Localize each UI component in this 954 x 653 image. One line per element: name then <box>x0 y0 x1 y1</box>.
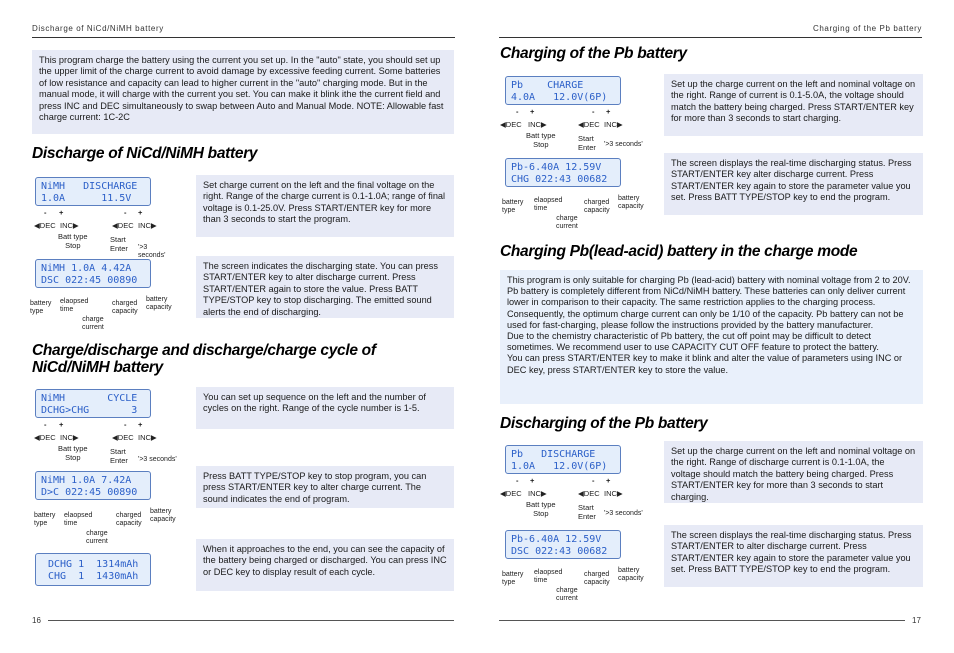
inc-key[interactable]: INC▶ <box>138 221 157 230</box>
legend-word: capacity <box>146 304 172 311</box>
legend-word: current <box>556 223 578 230</box>
legend-word: time <box>534 205 548 212</box>
legend-word: battery <box>34 512 56 519</box>
paragraph: This program is only suitable for charging Pb (lead-acid) battery with nominal voltage from 2 to 20V. Pb battery is completely different from NiCd/NiMH battery. These batteries can only deliver current lower in comparison to their capacity. The same restriction applies to the charging process. Consequently, the optimum charge current can only be 1/10 of the capacity. Pb battery can not be used for fast-charging, please follow the instructions provided by the battery manufacturer. <box>507 275 911 330</box>
page-number-right: 17 <box>912 616 921 625</box>
minus-key-label: - <box>124 208 127 217</box>
plus-key-label: + <box>530 107 535 116</box>
legend-word: elaopsed <box>60 298 89 305</box>
lcd-line: Pb CHARGE <box>511 80 584 91</box>
dec-label: DEC <box>583 489 600 498</box>
lcd-screen <box>35 389 151 418</box>
legend-word: charge <box>86 530 108 537</box>
start-label: Start <box>578 134 594 143</box>
dec-key[interactable]: ◀DEC <box>500 489 522 498</box>
legend-word: capacity <box>584 579 610 586</box>
lcd-line: 4.0A 12.0V(6P) <box>511 92 608 103</box>
batt-type-label: Batt type <box>526 500 556 509</box>
minus-key-label: - <box>592 107 595 116</box>
legend-charge-current <box>556 587 578 603</box>
plus-key-label: + <box>138 420 143 429</box>
enter-label: Enter <box>578 142 596 152</box>
inc-key[interactable]: INC▶ <box>60 433 79 442</box>
lcd-line: NiMH 1.0A 7.42A <box>41 475 132 486</box>
minus-key-label: - <box>516 476 519 485</box>
plus-key-label: + <box>59 420 64 429</box>
section-title-discharge-nimh: Discharge of NiCd/NiMH battery <box>32 145 258 162</box>
enter-label: Enter <box>578 511 596 521</box>
lcd-screen <box>35 553 151 586</box>
legend-word: charged <box>116 512 142 519</box>
button-legend <box>500 107 660 153</box>
legend-elapsed-time <box>534 197 562 213</box>
dec-label: DEC <box>505 489 522 498</box>
legend-battery-capacity <box>618 567 644 583</box>
legend-elapsed-time <box>64 512 92 528</box>
start-enter-key[interactable] <box>578 135 596 152</box>
dec-key[interactable]: ◀DEC <box>112 221 134 230</box>
stop-label: Stop <box>65 240 81 250</box>
legend-word: battery <box>502 199 524 206</box>
legend-word: capacity <box>584 207 610 214</box>
lcd-line: DCHG 1 1314mAh <box>48 559 139 570</box>
lcd-screen <box>505 76 621 105</box>
legend-battery-type <box>502 571 523 587</box>
status-legend <box>502 563 652 605</box>
legend-word: capacity <box>150 516 176 523</box>
page-header-right: Charging of the Pb battery <box>813 24 922 33</box>
header-rule-right <box>499 37 922 38</box>
legend-word: capacity <box>112 308 138 315</box>
button-legend <box>500 476 660 522</box>
inc-label: INC <box>138 433 151 442</box>
batt-type-stop-key[interactable] <box>58 233 88 250</box>
hold-note: '>3 seconds' <box>138 456 177 463</box>
dec-label: DEC <box>117 433 134 442</box>
lcd-line: 1.0A 11.5V <box>41 193 132 204</box>
legend-word: current <box>82 324 104 331</box>
start-label: Start <box>578 503 594 512</box>
inc-label: INC <box>138 221 151 230</box>
dec-key[interactable]: ◀DEC <box>578 120 600 129</box>
inc-label: INC <box>528 120 541 129</box>
intro-text: This program charge the battery using the current you set up. In the "auto" state, you should set up the upper limit of the charge current to avoid damage by excessive feeding current. Some batteries of low resistance and capacity can lead to higher current in the "auto" charging mode. But in the manual mode, it will charge with the current you set. You can make it blink ithe the current field and press INC and DEC simultaneously to swap between Auto and Manual Mode. NOTE: Allowable fast charge current: 1C-2C <box>32 50 454 134</box>
dec-label: DEC <box>39 433 56 442</box>
button-legend <box>34 420 194 466</box>
plus-key-label: + <box>606 476 611 485</box>
description-box: Press BATT TYPE/STOP key to stop program, you can press START/ENTER key to alter charge current. The sound indicates the end of program. <box>196 466 454 508</box>
inc-key[interactable]: INC▶ <box>138 433 157 442</box>
footer-rule-left <box>48 620 454 621</box>
legend-word: time <box>60 306 74 313</box>
legend-word: charged <box>584 571 610 578</box>
lcd-screen <box>35 259 151 288</box>
legend-battery-type <box>34 512 55 528</box>
lcd-screen <box>35 177 151 206</box>
section-title-cycle: Charge/discharge and discharge/charge cycle of NiCd/NiMH battery <box>32 342 376 376</box>
inc-key[interactable]: INC▶ <box>528 120 547 129</box>
dec-label: DEC <box>39 221 56 230</box>
legend-word: battery <box>150 508 172 515</box>
dec-key[interactable]: ◀DEC <box>34 433 56 442</box>
dec-key[interactable]: ◀DEC <box>578 489 600 498</box>
lcd-screen <box>505 158 621 187</box>
legend-word: current <box>556 595 578 602</box>
minus-key-label: - <box>44 208 47 217</box>
legend-battery-capacity <box>146 296 172 312</box>
stop-label: Stop <box>533 139 549 149</box>
legend-elapsed-time <box>534 569 562 585</box>
header-rule-left <box>32 37 455 38</box>
minus-key-label: - <box>44 420 47 429</box>
lcd-screen <box>505 445 621 474</box>
lcd-line: DSC 022:45 00890 <box>41 275 138 286</box>
inc-label: INC <box>60 433 73 442</box>
legend-elapsed-time <box>60 298 88 314</box>
hold-note: '>3 seconds' <box>138 244 166 259</box>
lcd-line: 1.0A 12.0V(6P) <box>511 461 608 472</box>
description-box: Set charge current on the left and the final voltage on the right. Range of the charge current is 0.1-1.0A; range of final voltage is 0.1-25.0V. Press START/ENTER key for more than 3 seconds to start the program. <box>196 175 454 237</box>
lcd-screen <box>505 530 621 559</box>
dec-label: DEC <box>583 120 600 129</box>
description-box: The screen indicates the discharging state. You can press START/ENTER key to alter discharge current. Press START/ENTER again to store the value. Press BATT TYPE/STOP key to stop discharging. The emitted sound alerts the end of discharging. <box>196 256 454 318</box>
inc-label: INC <box>604 489 617 498</box>
inc-key[interactable]: INC▶ <box>604 489 623 498</box>
dec-key[interactable]: ◀DEC <box>112 433 134 442</box>
legend-word: type <box>502 207 516 214</box>
plus-key-label: + <box>59 208 64 217</box>
hold-note: '>3 seconds' <box>604 141 643 148</box>
paragraph: You can press START/ENTER key to make it blink and alter the value of parameters using INC or DEC key, press START/ENTER key to store the value. <box>507 353 903 375</box>
page-header-left: Discharge of NiCd/NiMH battery <box>32 24 164 33</box>
start-enter-key[interactable] <box>110 236 128 253</box>
legend-word: charge <box>82 316 104 323</box>
dec-label: DEC <box>505 120 522 129</box>
legend-charged-capacity <box>116 512 142 528</box>
legend-word: charge <box>556 587 578 594</box>
batt-type-label: Batt type <box>58 444 88 453</box>
legend-charged-capacity <box>584 571 610 587</box>
batt-type-stop-key[interactable] <box>526 501 556 518</box>
start-enter-key[interactable] <box>110 448 128 465</box>
inc-label: INC <box>528 489 541 498</box>
description-box: Set up the charge current on the left and nominal voltage on the right. Range of current is 0.1-5.0A, the voltage should match the battery being charged. Press START/ENTER key for more than 3 seconds to start charging. <box>664 74 923 136</box>
inc-label: INC <box>604 120 617 129</box>
stop-label: Stop <box>533 508 549 518</box>
legend-charge-current <box>556 215 578 231</box>
legend-battery-type <box>502 199 523 215</box>
status-legend <box>30 292 180 334</box>
inc-key[interactable]: INC▶ <box>528 489 547 498</box>
legend-word: battery <box>30 300 52 307</box>
plus-key-label: + <box>138 208 143 217</box>
lcd-line: NiMH DISCHARGE <box>41 181 138 192</box>
plus-key-label: + <box>606 107 611 116</box>
status-legend <box>34 504 184 546</box>
legend-word: battery <box>618 567 640 574</box>
legend-battery-type <box>30 300 51 316</box>
charge-mode-text <box>500 270 923 404</box>
batt-type-stop-key[interactable] <box>526 132 556 149</box>
footer-rule-right <box>499 620 905 621</box>
lcd-line: DCHG>CHG 3 <box>41 405 138 416</box>
legend-word: type <box>30 308 44 315</box>
description-box: Set up the charge current on the left and nominal voltage on the right. Range of discharge current is 0.1-1.0A, the voltage should match the battery being charged. Press START/ENTER key for more than 3 seconds to start charging. <box>664 441 923 503</box>
page-number-left: 16 <box>32 616 41 625</box>
lcd-line: Pb-6.40A 12.59V <box>511 162 602 173</box>
description-box: The screen displays the real-time discharging status. Press START/ENTER key alter discharge current. Press START/ENTER key again to store the parameter value you set. Press BATT TYPE/STOP key to end the program. <box>664 153 923 215</box>
legend-word: charged <box>584 199 610 206</box>
lcd-line: Pb DISCHARGE <box>511 449 596 460</box>
start-enter-key[interactable] <box>578 504 596 521</box>
hold-note: '>3 seconds' <box>604 510 643 517</box>
dec-key[interactable]: ◀DEC <box>34 221 56 230</box>
lcd-line: DSC 022:43 00682 <box>511 546 608 557</box>
legend-word: battery <box>146 296 168 303</box>
legend-charge-current <box>86 530 108 546</box>
inc-key[interactable]: INC▶ <box>60 221 79 230</box>
legend-word: capacity <box>618 575 644 582</box>
legend-word: current <box>86 538 108 545</box>
minus-key-label: - <box>592 476 595 485</box>
section-title-discharging-pb: Discharging of the Pb battery <box>500 415 708 432</box>
paragraph: Due to the chemistry characteristic of Pb battery, the cut off point may be difficult to detect sometimes. We recommend user to use CAPACITY CUT OFF feature to protect the battery. <box>507 331 879 353</box>
legend-word: charged <box>112 300 138 307</box>
stop-label: Stop <box>65 452 81 462</box>
description-box: When it approaches to the end, you can see the capacity of the battery being charged or discharged. You can press INC or DEC key to display result of each cycle. <box>196 539 454 591</box>
description-box: The screen displays the real-time discharging status. Press START/ENTER to alter discharge current. Press START/ENTER key again to store the parameter value you set. Press BATT TYPE/STOP key to end the program. <box>664 525 923 587</box>
batt-type-label: Batt type <box>58 232 88 241</box>
inc-key[interactable]: INC▶ <box>604 120 623 129</box>
button-legend <box>34 208 166 259</box>
lcd-line: NiMH CYCLE <box>41 393 138 404</box>
legend-word: time <box>64 520 78 527</box>
legend-battery-capacity <box>150 508 176 524</box>
minus-key-label: - <box>516 107 519 116</box>
legend-charged-capacity <box>112 300 138 316</box>
batt-type-label: Batt type <box>526 131 556 140</box>
description-box: You can set up sequence on the left and the number of cycles on the right. Range of the cycle number is 1-5. <box>196 387 454 429</box>
lcd-line: D>C 022:45 00890 <box>41 487 138 498</box>
plus-key-label: + <box>530 476 535 485</box>
legend-word: capacity <box>116 520 142 527</box>
legend-word: battery <box>502 571 524 578</box>
dec-label: DEC <box>117 221 134 230</box>
batt-type-stop-key[interactable] <box>58 445 88 462</box>
lcd-line: NiMH 1.0A 4.42A <box>41 263 132 274</box>
legend-word: capacity <box>618 203 644 210</box>
start-label: Start <box>110 235 126 244</box>
legend-word: charge <box>556 215 578 222</box>
legend-battery-capacity <box>618 195 644 211</box>
start-label: Start <box>110 447 126 456</box>
legend-charge-current <box>82 316 104 332</box>
lcd-line: CHG 022:43 00682 <box>511 174 608 185</box>
dec-key[interactable]: ◀DEC <box>500 120 522 129</box>
legend-word: elaopsed <box>64 512 93 519</box>
legend-word: battery <box>618 195 640 202</box>
section-title-charging-pb: Charging of the Pb battery <box>500 45 687 62</box>
legend-word: type <box>34 520 48 527</box>
lcd-screen <box>35 471 151 500</box>
minus-key-label: - <box>124 420 127 429</box>
status-legend <box>502 191 652 233</box>
enter-label: Enter <box>110 243 128 253</box>
section-title-charge-mode: Charging Pb(lead-acid) battery in the charge mode <box>500 243 858 260</box>
legend-word: elaopsed <box>534 197 563 204</box>
legend-word: type <box>502 579 516 586</box>
lcd-line: CHG 1 1430mAh <box>48 571 139 582</box>
lcd-line: Pb-6.40A 12.59V <box>511 534 602 545</box>
enter-label: Enter <box>110 455 128 465</box>
legend-charged-capacity <box>584 199 610 215</box>
inc-label: INC <box>60 221 73 230</box>
legend-word: time <box>534 577 548 584</box>
legend-word: elaopsed <box>534 569 563 576</box>
